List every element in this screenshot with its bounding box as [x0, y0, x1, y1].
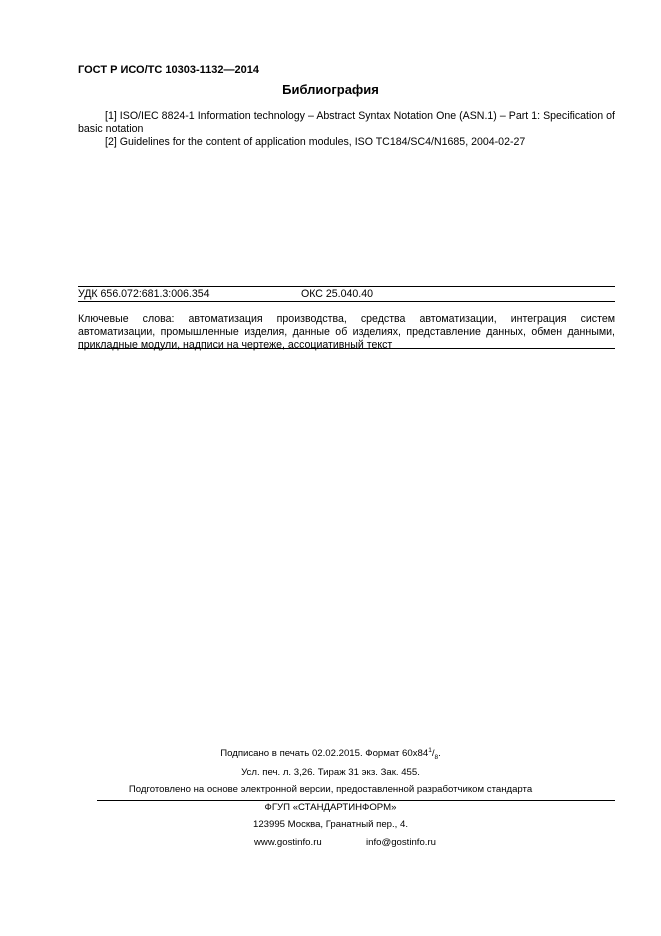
bibliography-item: [2] Guidelines for the content of application modules, ISO TC184/SC4/N1685, 2004-02-27	[105, 136, 526, 148]
prepared-note: Подготовлено на основе электронной версии, предоставленной разработчиком стандарта	[128, 784, 533, 795]
divider	[78, 348, 615, 349]
signed-for-print: Подписано в печать 02.02.2015. Формат $60х84^1/_8$.	[220, 746, 441, 761]
publisher-address: 123995 Москва, Гранатный пер., 4.	[253, 819, 408, 830]
udk-code: УДК 656.072:681.3:006.354	[78, 288, 210, 300]
bibliography-item: [1] ISO/IEC 8824-1 Information technology – Abstract Syntax Notation One (ASN.1) – Part 1: Specification of basic notation	[78, 110, 615, 135]
divider	[78, 286, 615, 287]
divider	[78, 301, 615, 302]
divider	[97, 800, 615, 801]
bibliography-title: Библиография	[282, 82, 379, 97]
print-info: Усл. печ. л. 3,26. Тираж 31 экз. Зак. 455.	[241, 767, 420, 778]
website-link[interactable]: www.gostinfo.ru	[254, 837, 322, 848]
oks-code: ОКС 25.040.40	[301, 288, 374, 300]
email-link[interactable]: info@gostinfo.ru	[366, 837, 437, 848]
document-code: ГОСТ Р ИСО/ТС 10303-1132—2014	[78, 64, 259, 76]
keywords: Ключевые слова: автоматизация производства, средства автоматизации, интеграция систем автоматизации, промышленные изделия, данные об изделиях, представление данных, обмен данными, прикладные модули, надписи на чертеже, ассоциативный текст	[78, 313, 615, 351]
publisher: ФГУП «СТАНДАРТИНФОРМ»	[264, 802, 397, 813]
